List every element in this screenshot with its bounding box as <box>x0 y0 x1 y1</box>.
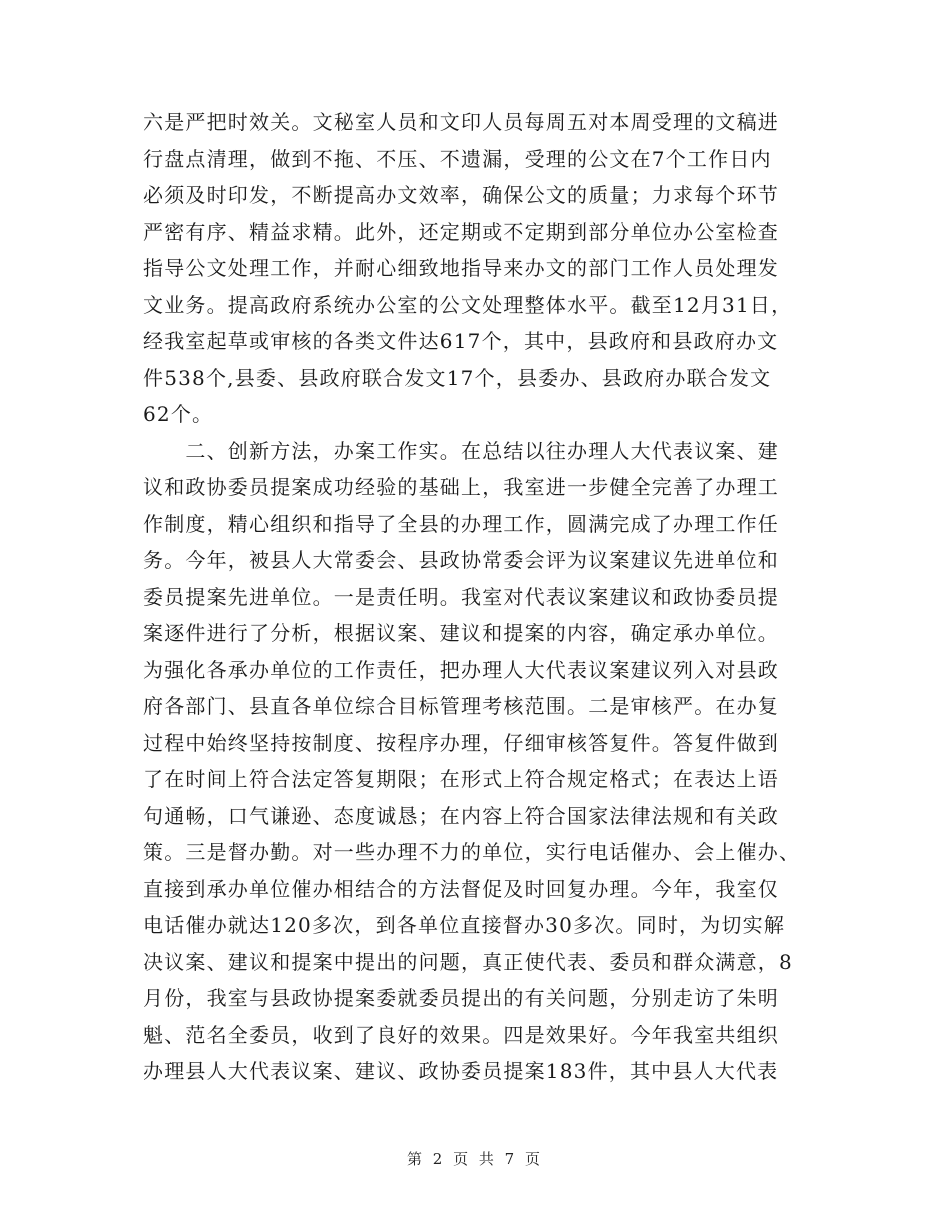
section-heading-line: 二、创新方法，办案工作实。在总结以往办理人大代表议案、建 <box>143 438 779 463</box>
text-line: 六是严把时效关。文秘室人员和文印人员每周五对本周受理的文稿进 <box>143 110 779 134</box>
text-line: 电话催办就达120多次，到各单位直接督办30多次。同时，为切实解 <box>143 913 786 937</box>
text-line: 作制度，精心组织和指导了全县的办理工作，圆满完成了办理工作任 <box>143 511 779 536</box>
text-line: 必须及时印发，不断提高办文效率，确保公文的质量；力求每个环节 <box>143 183 779 207</box>
text-line: 过程中始终坚持按制度、按程序办理，仔细审核答复件。答复件做到 <box>143 730 779 755</box>
text-line: 为强化各承办单位的工作责任，把办理人大代表议案建议列入对县政 <box>143 657 779 682</box>
text-line: 严密有序、精益求精。此外，还定期或不定期到部分单位办公室检查 <box>143 219 779 244</box>
text-line: 府各部门、县直各单位综合目标管理考核范围。二是审核严。在办复 <box>143 694 779 718</box>
text-line: 经我室起草或审核的各类文件达617个，其中，县政府和县政府办文 <box>143 329 779 353</box>
text-line: 月份，我室与县政协提案委就委员提出的有关问题，分别走访了朱明 <box>143 986 779 1010</box>
text-line: 委员提案先进单位。一是责任明。我室对代表议案建议和政协委员提 <box>143 584 779 609</box>
text-line: 议和政协委员提案成功经验的基础上，我室进一步健全完善了办理工 <box>143 475 779 499</box>
text-line: 魁、范名全委员，收到了良好的效果。四是效果好。今年我室共组织 <box>143 1022 779 1047</box>
text-line: 文业务。提高政府系统办公室的公文处理整体水平。截至12月31日， <box>143 292 793 317</box>
text-line: 件538个,县委、县政府联合发文17个，县委办、县政府办联合发文 <box>143 365 772 390</box>
text-line: 指导公文处理工作，并耐心细致地指导来办文的部门工作人员处理发 <box>143 256 779 280</box>
text-line: 案逐件进行了分析，根据议案、建议和提案的内容，确定承办单位。 <box>143 621 779 645</box>
text-line: 办理县人大代表议案、建议、政协委员提案183件，其中县人大代表 <box>143 1059 779 1083</box>
text-line: 句通畅，口气谦逊、态度诚恳；在内容上符合国家法律法规和有关政 <box>143 803 779 828</box>
text-line: 务。今年，被县人大常委会、县政协常委会评为议案建议先进单位和 <box>143 548 779 572</box>
text-line: 直接到承办单位催办相结合的方法督促及时回复办理。今年，我室仅 <box>143 876 779 901</box>
text-line: 62个。 <box>143 402 214 426</box>
document-body <box>143 104 807 1090</box>
page-number-footer: 第 2 页 共 7 页 <box>407 1150 543 1168</box>
text-line: 决议案、建议和提案中提出的问题，真正使代表、委员和群众满意，8 <box>143 949 793 974</box>
text-line: 策。三是督办勤。对一些办理不力的单位，实行电话催办、会上催办、 <box>143 840 801 864</box>
text-line: 行盘点清理，做到不拖、不压、不遗漏，受理的公文在7个工作日内 <box>143 146 772 171</box>
text-line: 了在时间上符合法定答复期限；在形式上符合规定格式；在表达上语 <box>143 767 779 791</box>
